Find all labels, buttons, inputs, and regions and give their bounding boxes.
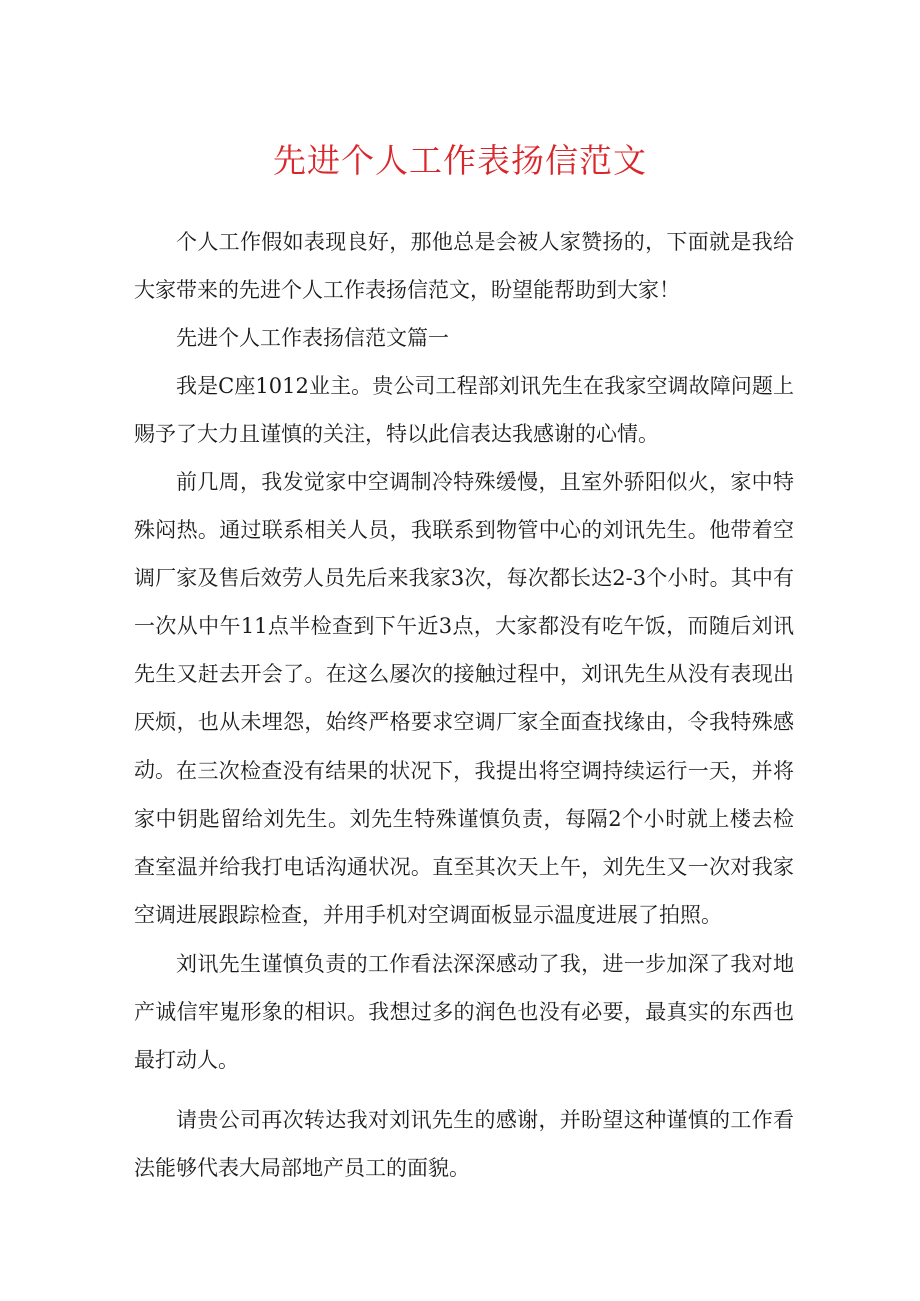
- letter-paragraph-1: 我是C座1012业主。贵公司工程部刘讯先生在我家空调故障问题上赐予了大力且谨慎的关注，特以此信表达我感谢的心情。: [134, 374, 794, 446]
- section-heading: 先进个人工作表扬信范文篇一: [176, 326, 449, 350]
- document-title: 先进个人工作表扬信范文: [273, 141, 647, 180]
- letter-paragraph-4: 刘讯先生谨慎负责的工作看法深深感动了我，进一步加深了我对地产诚信牢嵬形象的相识。我想过多的润色也没有必要，最真实的东西也最打动人。: [134, 952, 794, 1072]
- letter-paragraph-3: 在三次检查没有结果的状况下，我提出将空调持续运行一天，并将家中钥匙留给刘先生。刘先生特殊谨慎负责，每隔2个小时就上楼去检查室温并给我打电话沟通状况。直至其次天上午，刘先生又一次对我家空调进展跟踪检查，并用手机对空调面板显示温度进展了拍照。: [134, 759, 794, 927]
- letter-paragraph-5: 请贵公司再次转达我对刘讯先生的感谢，并盼望这种谨慎的工作看法能够代表大局部地产员工的面貌。: [134, 1108, 794, 1180]
- letter-paragraph-2: 前几周，我发觉家中空调制冷特殊缓慢，且室外骄阳似火，家中特殊闷热。通过联系相关人员，我联系到物管中心的刘讯先生。他带着空调厂家及售后效劳人员先后来我家3次，每次都长达2-3个小时。其中有一次从中午11点半检查到下午近3点，大家都没有吃午饭，而随后刘讯先生又赶去开会了。在这么屡次的接触过程中，刘讯先生从没有表现出厌烦，也从未埋怨，始终严格要求空调厂家全面查找缘由，令我特殊感动。: [134, 470, 794, 782]
- intro-paragraph: 个人工作假如表现良好，那他总是会被人家赞扬的，下面就是我给大家带来的先进个人工作表扬信范文，盼望能帮助到大家！: [134, 230, 794, 302]
